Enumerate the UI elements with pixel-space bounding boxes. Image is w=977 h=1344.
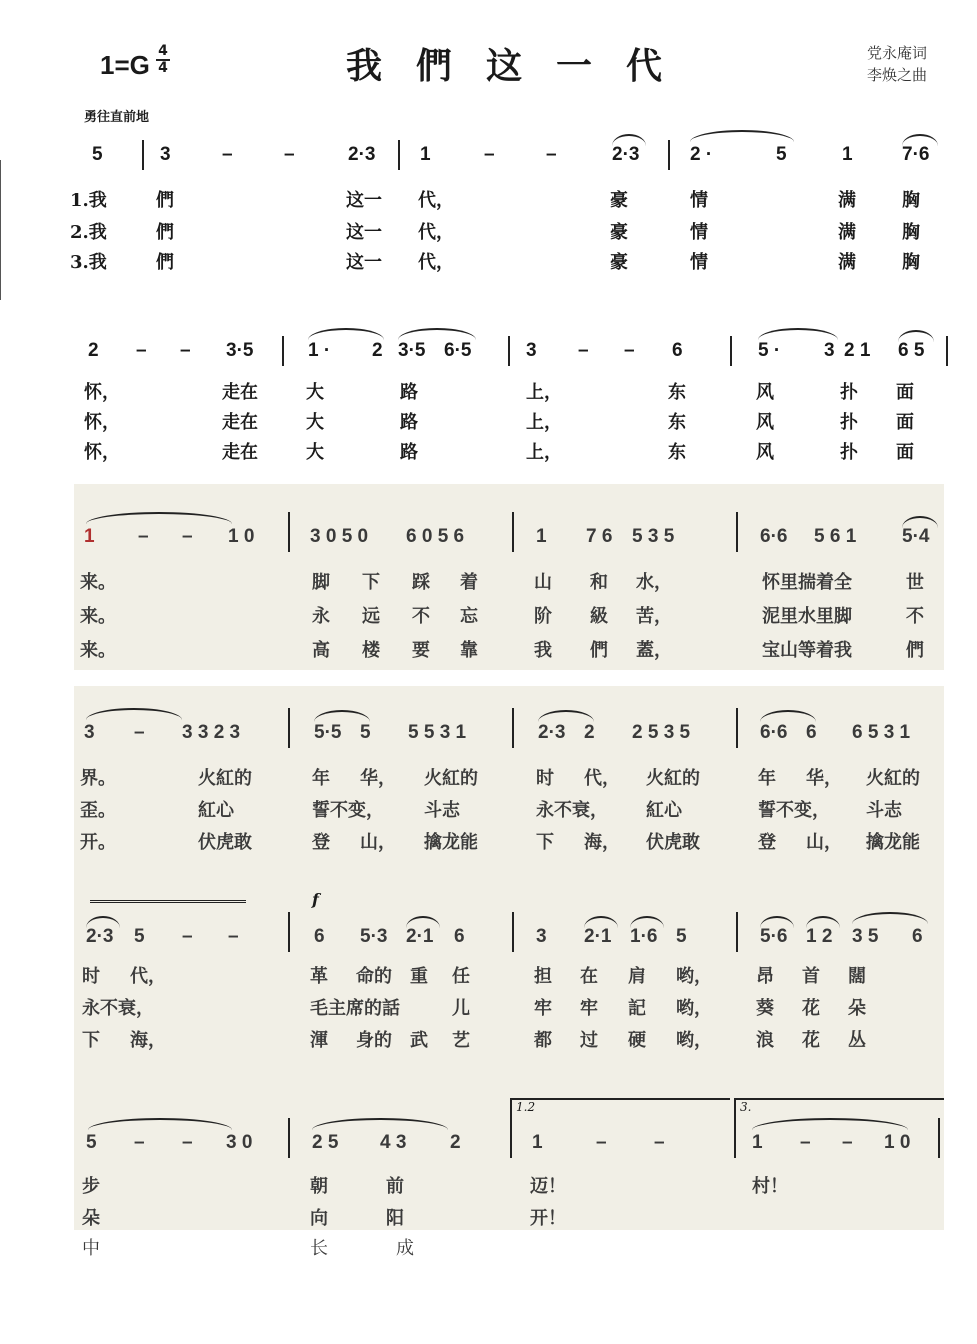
lyric: 代， — [418, 190, 454, 211]
note: 3 — [536, 926, 547, 947]
note: – — [596, 1132, 607, 1153]
barline — [730, 336, 732, 366]
lyric: 路 — [400, 442, 418, 463]
note: 2·3 — [348, 144, 376, 165]
song-title: 我們这一代 — [346, 45, 697, 87]
ending-bracket-1 — [510, 1098, 730, 1124]
lyric: 界。 — [80, 768, 116, 789]
barline — [736, 708, 738, 748]
tempo-marking: 勇往直前地 — [84, 110, 150, 125]
lyric: 中 — [82, 1238, 100, 1259]
lyric: 年 — [758, 768, 776, 789]
lyric: 华， — [806, 768, 842, 789]
lyric: 山， — [806, 832, 842, 853]
lyric: 开。 — [80, 832, 116, 853]
lyric: 們 — [906, 640, 924, 661]
lyric: 东 — [668, 382, 686, 403]
notes-row — [0, 922, 977, 954]
note: 5 5 3 1 — [408, 722, 467, 743]
lyric: 下 — [536, 832, 554, 853]
note: 2·1 — [584, 926, 612, 947]
note: – — [284, 144, 295, 165]
lyric: 风 — [756, 382, 774, 403]
note: 2 — [584, 722, 595, 743]
note: 7 6 — [586, 526, 613, 547]
note: 1 — [536, 526, 547, 547]
note: – — [182, 1132, 193, 1153]
lyric: 朵 — [82, 1208, 100, 1229]
lyric: 宝山等着我 — [762, 640, 852, 661]
ending-label: 1.2 — [516, 1100, 536, 1114]
lyric: 代， — [130, 966, 166, 987]
note: – — [222, 144, 233, 165]
barline — [668, 140, 670, 170]
barline — [142, 140, 144, 170]
note: 3 0 5 0 — [310, 526, 369, 547]
lyric: 登 — [758, 832, 776, 853]
note: 5·3 — [360, 926, 388, 947]
lyric: 牢 — [580, 998, 598, 1019]
lyric: 迈！ — [530, 1176, 566, 1197]
barline — [288, 912, 290, 952]
lyric: 胸 — [902, 190, 920, 211]
lyric: 来。 — [80, 606, 116, 627]
lyric: 情 — [690, 252, 708, 273]
lyric: 都 — [534, 1030, 552, 1051]
lyric: 武 — [410, 1030, 428, 1051]
note: 3 3 2 3 — [182, 722, 241, 743]
note: 3 — [824, 340, 835, 361]
composer-credit: 李焕之曲 — [866, 66, 927, 84]
lyric: 怀， — [84, 382, 120, 403]
lyric: 满 — [838, 252, 856, 273]
lyric: 我 — [534, 640, 552, 661]
note: 2 — [450, 1132, 461, 1153]
lyric: 記 — [628, 998, 646, 1019]
note: 6 0 5 6 — [406, 526, 465, 547]
lyric: 花 — [802, 998, 820, 1019]
lyric: 水， — [636, 572, 672, 593]
lyric: 哟， — [676, 998, 712, 1019]
note: 5·6 — [760, 926, 788, 947]
lyric: 怀， — [84, 442, 120, 463]
note: 2 5 3 5 — [632, 722, 691, 743]
slur — [690, 130, 794, 142]
lyric: 重 — [410, 966, 428, 987]
lyric: 步 — [82, 1176, 100, 1197]
lyric: 泥里水里脚 — [762, 606, 852, 627]
barline — [734, 1118, 736, 1158]
key-signature: 1=G — [100, 50, 150, 80]
lyric: 扑 — [840, 412, 858, 433]
lyric: 脚 — [312, 572, 330, 593]
note: 6 — [806, 722, 817, 743]
lyric: 和 — [590, 572, 608, 593]
note: 1·6 — [630, 926, 658, 947]
lyric: 华， — [360, 768, 396, 789]
note: 2 1 — [844, 340, 871, 361]
lyric: 大 — [306, 412, 324, 433]
lyric: 伏虎敢 — [646, 832, 700, 853]
lyric: 渾 — [310, 1030, 328, 1051]
lyric: 紅心 — [646, 800, 682, 821]
note: 3 — [84, 722, 95, 743]
note: 5 3 5 — [632, 526, 675, 547]
note: 6·6 — [760, 526, 788, 547]
lyric: 上， — [526, 382, 562, 403]
slur — [612, 134, 646, 146]
note: 5 — [360, 722, 371, 743]
lyric: 艺 — [452, 1030, 470, 1051]
note: 5 — [92, 144, 103, 165]
lyric: 火紅的 — [424, 768, 478, 789]
barline — [288, 1118, 290, 1158]
lyric: 苦， — [636, 606, 672, 627]
lyric: 风 — [756, 442, 774, 463]
lyric: 斗志 — [866, 800, 902, 821]
lyric: 这一 — [346, 252, 382, 273]
lyric: 葵 — [756, 998, 774, 1019]
lyric: 这一 — [346, 190, 382, 211]
note: 5·5 — [314, 722, 342, 743]
note: 2 5 — [312, 1132, 339, 1153]
lyric: 們 — [156, 222, 174, 243]
barline — [398, 140, 400, 170]
lyric: 怀里揣着全 — [762, 572, 852, 593]
lyric: 3.我 — [70, 252, 107, 273]
lyric: 永不衰， — [82, 998, 154, 1019]
lyric: 时 — [536, 768, 554, 789]
note: 1 — [532, 1132, 543, 1153]
lyric: 路 — [400, 382, 418, 403]
note: 1 — [420, 144, 431, 165]
lyric: 东 — [668, 412, 686, 433]
note: 5·4 — [902, 526, 930, 547]
lyric: 們 — [590, 640, 608, 661]
note: 5 — [86, 1132, 97, 1153]
lyric: 火紅的 — [866, 768, 920, 789]
note: – — [134, 1132, 145, 1153]
lyric: 們 — [156, 190, 174, 211]
lyric: 面 — [896, 382, 914, 403]
note: 6 — [314, 926, 325, 947]
lyric: 山 — [534, 572, 552, 593]
lyric: 蓋， — [636, 640, 672, 661]
lyric: 风 — [756, 412, 774, 433]
lyric: 扑 — [840, 442, 858, 463]
lyric: 时 — [82, 966, 100, 987]
barline — [512, 912, 514, 952]
slur — [898, 330, 934, 342]
note: – — [228, 926, 239, 947]
note: 2·3 — [86, 926, 114, 947]
lyric: 上， — [526, 442, 562, 463]
lyric: 面 — [896, 442, 914, 463]
barline — [736, 912, 738, 952]
lyric: 世 — [906, 572, 924, 593]
lyric: 向 — [310, 1208, 328, 1229]
lyric: 紅心 — [198, 800, 234, 821]
note: 1 — [84, 526, 95, 547]
lyric: 来。 — [80, 572, 116, 593]
slur — [308, 328, 384, 340]
barline — [512, 512, 514, 552]
note: 2 — [372, 340, 383, 361]
barline — [510, 1118, 512, 1158]
lyric: 怀， — [84, 412, 120, 433]
lyric: 闊 — [848, 966, 866, 987]
note: 5 — [676, 926, 687, 947]
lyric: 肩 — [628, 966, 646, 987]
barline — [288, 512, 290, 552]
lyric: 阳 — [386, 1208, 404, 1229]
lyric: 誓不变， — [312, 800, 384, 821]
lyric: 登 — [312, 832, 330, 853]
lyric: 擒龙能 — [424, 832, 478, 853]
lyric: 满 — [838, 222, 856, 243]
barline — [282, 336, 284, 366]
note: – — [578, 340, 589, 361]
note: 5 — [776, 144, 787, 165]
barline — [736, 512, 738, 552]
note: 3 5 — [852, 926, 879, 947]
note: 5 — [134, 926, 145, 947]
lyric: 代， — [584, 768, 620, 789]
lyric: 担 — [534, 966, 552, 987]
note: 2·3 — [538, 722, 566, 743]
lyric: 阶 — [534, 606, 552, 627]
time-top: 4 — [158, 43, 168, 59]
notes-row — [0, 140, 977, 172]
note: 2 · — [690, 144, 713, 165]
lyric: 哟， — [676, 1030, 712, 1051]
lyric: 昂 — [756, 966, 774, 987]
lyric: 花 — [802, 1030, 820, 1051]
note: 6 5 — [898, 340, 925, 361]
note: – — [624, 340, 635, 361]
note: 4 3 — [380, 1132, 407, 1153]
note: 1 — [752, 1132, 763, 1153]
note: 6 5 3 1 — [852, 722, 911, 743]
note: 3 — [526, 340, 537, 361]
lyric: 歪。 — [80, 800, 116, 821]
note: 6·5 — [444, 340, 472, 361]
time-bottom: 4 — [156, 59, 170, 76]
lyric: 要 — [412, 640, 430, 661]
lyric: 走在 — [222, 442, 258, 463]
lyric: 山， — [360, 832, 396, 853]
lyric: 擒龙能 — [866, 832, 920, 853]
crescendo-line — [90, 900, 246, 903]
note: 1 0 — [884, 1132, 911, 1153]
slur — [902, 134, 938, 146]
lyric: 着 — [460, 572, 478, 593]
note: – — [546, 144, 557, 165]
lyric: 情 — [690, 222, 708, 243]
lyric: 們 — [156, 252, 174, 273]
barline — [946, 336, 948, 366]
lyric: 长 — [310, 1238, 328, 1259]
note: – — [182, 926, 193, 947]
lyric: 胸 — [902, 252, 920, 273]
note: 5 · — [758, 340, 781, 361]
note: – — [842, 1132, 853, 1153]
lyric: 忘 — [460, 606, 478, 627]
note: 5 6 1 — [814, 526, 857, 547]
lyric: 身的 — [356, 1030, 392, 1051]
lyric: 豪 — [610, 252, 628, 273]
note: – — [654, 1132, 665, 1153]
lyric: 开！ — [530, 1208, 566, 1229]
note: 3·5 — [226, 340, 254, 361]
lyric: 前 — [386, 1176, 404, 1197]
scan-edge-line — [0, 160, 1, 300]
lyric: 年 — [312, 768, 330, 789]
note: 1 0 — [228, 526, 255, 547]
lyric: 浪 — [756, 1030, 774, 1051]
notes-row — [0, 1128, 977, 1160]
lyric: 毛主席的話 — [310, 998, 400, 1019]
lyric: 硬 — [628, 1030, 646, 1051]
lyric: 这一 — [346, 222, 382, 243]
lyric: 火紅的 — [646, 768, 700, 789]
barline — [512, 708, 514, 748]
notes-row — [0, 718, 977, 750]
lyric: 伏虎敢 — [198, 832, 252, 853]
lyric: 东 — [668, 442, 686, 463]
lyric: 永 — [312, 606, 330, 627]
ending-label: 3. — [740, 1100, 752, 1114]
lyric: 来。 — [80, 640, 116, 661]
note: 3 — [160, 144, 171, 165]
lyric: 朵 — [848, 998, 866, 1019]
lyric: 楼 — [362, 640, 380, 661]
note: – — [182, 526, 193, 547]
lyric: 走在 — [222, 412, 258, 433]
lyric: 代， — [418, 222, 454, 243]
lyric: 1.我 — [70, 190, 107, 211]
note: – — [484, 144, 495, 165]
note: – — [180, 340, 191, 361]
lyric: 代， — [418, 252, 454, 273]
lyric: 首 — [802, 966, 820, 987]
note: 6·6 — [760, 722, 788, 743]
lyric: 任 — [452, 966, 470, 987]
lyric: 过 — [580, 1030, 598, 1051]
note: 1 — [842, 144, 853, 165]
note: – — [800, 1132, 811, 1153]
lyric: 村！ — [752, 1176, 788, 1197]
lyric: 火紅的 — [198, 768, 252, 789]
lyric: 永不衰， — [536, 800, 608, 821]
lyric: 上， — [526, 412, 562, 433]
note: 7·6 — [902, 144, 930, 165]
note: 2·3 — [612, 144, 640, 165]
lyric: 哟， — [676, 966, 712, 987]
lyric: 扑 — [840, 382, 858, 403]
note: – — [136, 340, 147, 361]
note: 3 0 — [226, 1132, 253, 1153]
lyric: 不 — [906, 606, 924, 627]
note: – — [138, 526, 149, 547]
lyric: 斗志 — [424, 800, 460, 821]
lyric: 下 — [82, 1030, 100, 1051]
note: 1 2 — [806, 926, 833, 947]
lyric: 大 — [306, 442, 324, 463]
notes-row — [0, 522, 977, 554]
lyric: 面 — [896, 412, 914, 433]
lyric: 命的 — [356, 966, 392, 987]
lyric: 不 — [412, 606, 430, 627]
lyric: 革 — [310, 966, 328, 987]
lyric: 情 — [690, 190, 708, 211]
lyric: 2.我 — [70, 222, 107, 243]
slur — [758, 328, 838, 340]
barline — [938, 1118, 940, 1158]
lyric: 靠 — [460, 640, 478, 661]
lyric: 路 — [400, 412, 418, 433]
note: 6 — [454, 926, 465, 947]
lyric: 海， — [584, 832, 620, 853]
lyric: 高 — [312, 640, 330, 661]
lyric: 海， — [130, 1030, 166, 1051]
lyric: 在 — [580, 966, 598, 987]
notes-row — [0, 336, 977, 368]
lyric: 满 — [838, 190, 856, 211]
lyric: 远 — [362, 606, 380, 627]
slur — [398, 328, 476, 340]
lyric: 胸 — [902, 222, 920, 243]
lyric: 踩 — [412, 572, 430, 593]
lyric: 下 — [362, 572, 380, 593]
note: 3·5 — [398, 340, 426, 361]
lyric: 誓不变， — [758, 800, 830, 821]
time-signature — [156, 44, 170, 76]
lyric: 牢 — [534, 998, 552, 1019]
lyric: 朝 — [310, 1176, 328, 1197]
lyric: 走在 — [222, 382, 258, 403]
note: 2·1 — [406, 926, 434, 947]
barline — [288, 708, 290, 748]
lyric: 豪 — [610, 190, 628, 211]
lyric: 級 — [590, 606, 608, 627]
note: 2 — [88, 340, 99, 361]
note: 6 — [912, 926, 923, 947]
note: – — [134, 722, 145, 743]
lyric: 丛 — [848, 1030, 866, 1051]
barline — [508, 336, 510, 366]
lyric: 豪 — [610, 222, 628, 243]
lyric: 成 — [396, 1238, 414, 1259]
lyric: 儿 — [452, 998, 470, 1019]
lyricist-credit: 党永庵词 — [866, 44, 927, 62]
lyric: 大 — [306, 382, 324, 403]
note: 1 · — [308, 340, 331, 361]
dynamic-mark: f — [312, 890, 319, 909]
note: 6 — [672, 340, 683, 361]
